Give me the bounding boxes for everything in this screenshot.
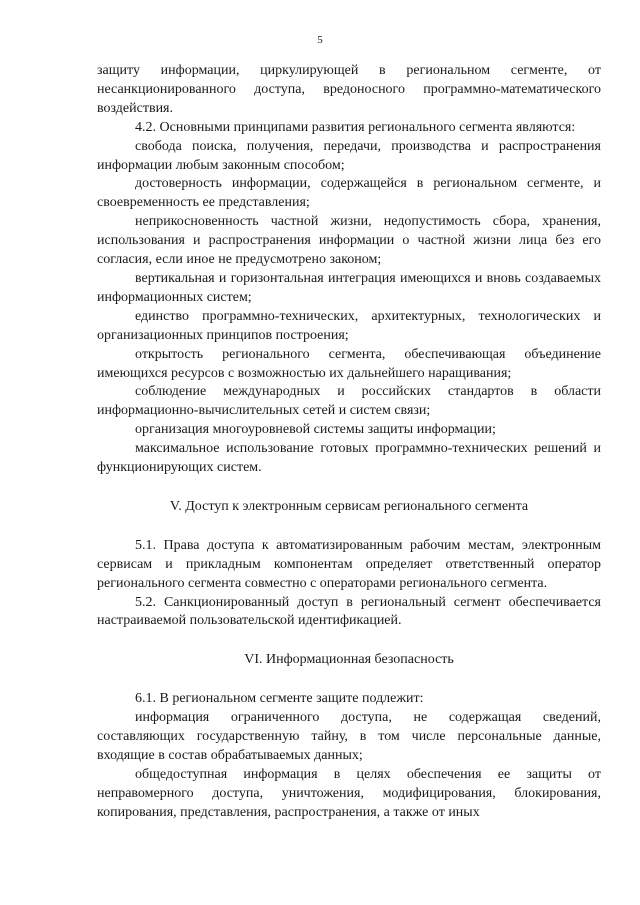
page-number: 5 [317, 34, 323, 46]
protected-item: общедоступная информация в целях обеспечения ее защиты от неправомерного доступа, уничтожения, модифицирования, блокирования, копирования, представления, распространения, а также от иных [97, 766, 601, 820]
clause-5-1: 5.1. Права доступа к автоматизированным рабочим местам, электронным сервисам и прикладным компонентам определяет ответственный оператор регионального сегмента совместно с операторами регионального сегмента. [97, 537, 601, 591]
protected-item: информация ограниченного доступа, не содержащая сведений, составляющих государственную тайну, в том числе персональные данные, входящие в состав обрабатываемых данных; [97, 710, 601, 763]
principle-item: соблюдение международных и российских стандартов в области информационно-вычислительных сетей и систем связи; [97, 384, 601, 419]
principle-item: организация многоуровневой системы защиты информации; [135, 422, 496, 438]
document-body [97, 62, 601, 823]
principle-item: максимальное использование готовых программно-технических решений и функционирующих систем. [97, 441, 601, 476]
principle-item: открытость регионального сегмента, обеспечивающая объединение имеющихся ресурсов с возможностью их дальнейшего наращивания; [97, 346, 601, 381]
principle-item: свобода поиска, получения, передачи, производства и распространения информации любым законным способом; [97, 138, 601, 173]
paragraph-continuation: защиту информации, циркулирующей в региональном сегменте, от несанкционированного доступа, вредоносного программно-математического воздействия. [97, 63, 601, 116]
clause-4-2: 4.2. Основными принципами развития регионального сегмента являются: [135, 119, 576, 135]
principle-item: вертикальная и горизонтальная интеграция имеющихся и вновь создаваемых информационных систем; [97, 270, 601, 305]
principle-item: единство программно-технических, архитектурных, технологических и организационных принципов построения; [97, 308, 601, 343]
clause-5-2: 5.2. Санкционированный доступ в региональный сегмент обеспечивается настраиваемой пользовательской идентификацией. [97, 594, 601, 629]
section-vi-heading: VI. Информационная безопасность [244, 652, 454, 668]
principle-item: неприкосновенность частной жизни, недопустимость сбора, хранения, использования и распространения информации о частной жизни лица без его согласия, если иное не предусмотрено законом; [97, 214, 601, 268]
principle-item: достоверность информации, содержащейся в региональном сегменте, и своевременность ее представления; [97, 176, 601, 211]
section-v-heading: V. Доступ к электронным сервисам регионального сегмента [169, 498, 529, 514]
clause-6-1: 6.1. В региональном сегменте защите подлежит: [135, 691, 424, 707]
